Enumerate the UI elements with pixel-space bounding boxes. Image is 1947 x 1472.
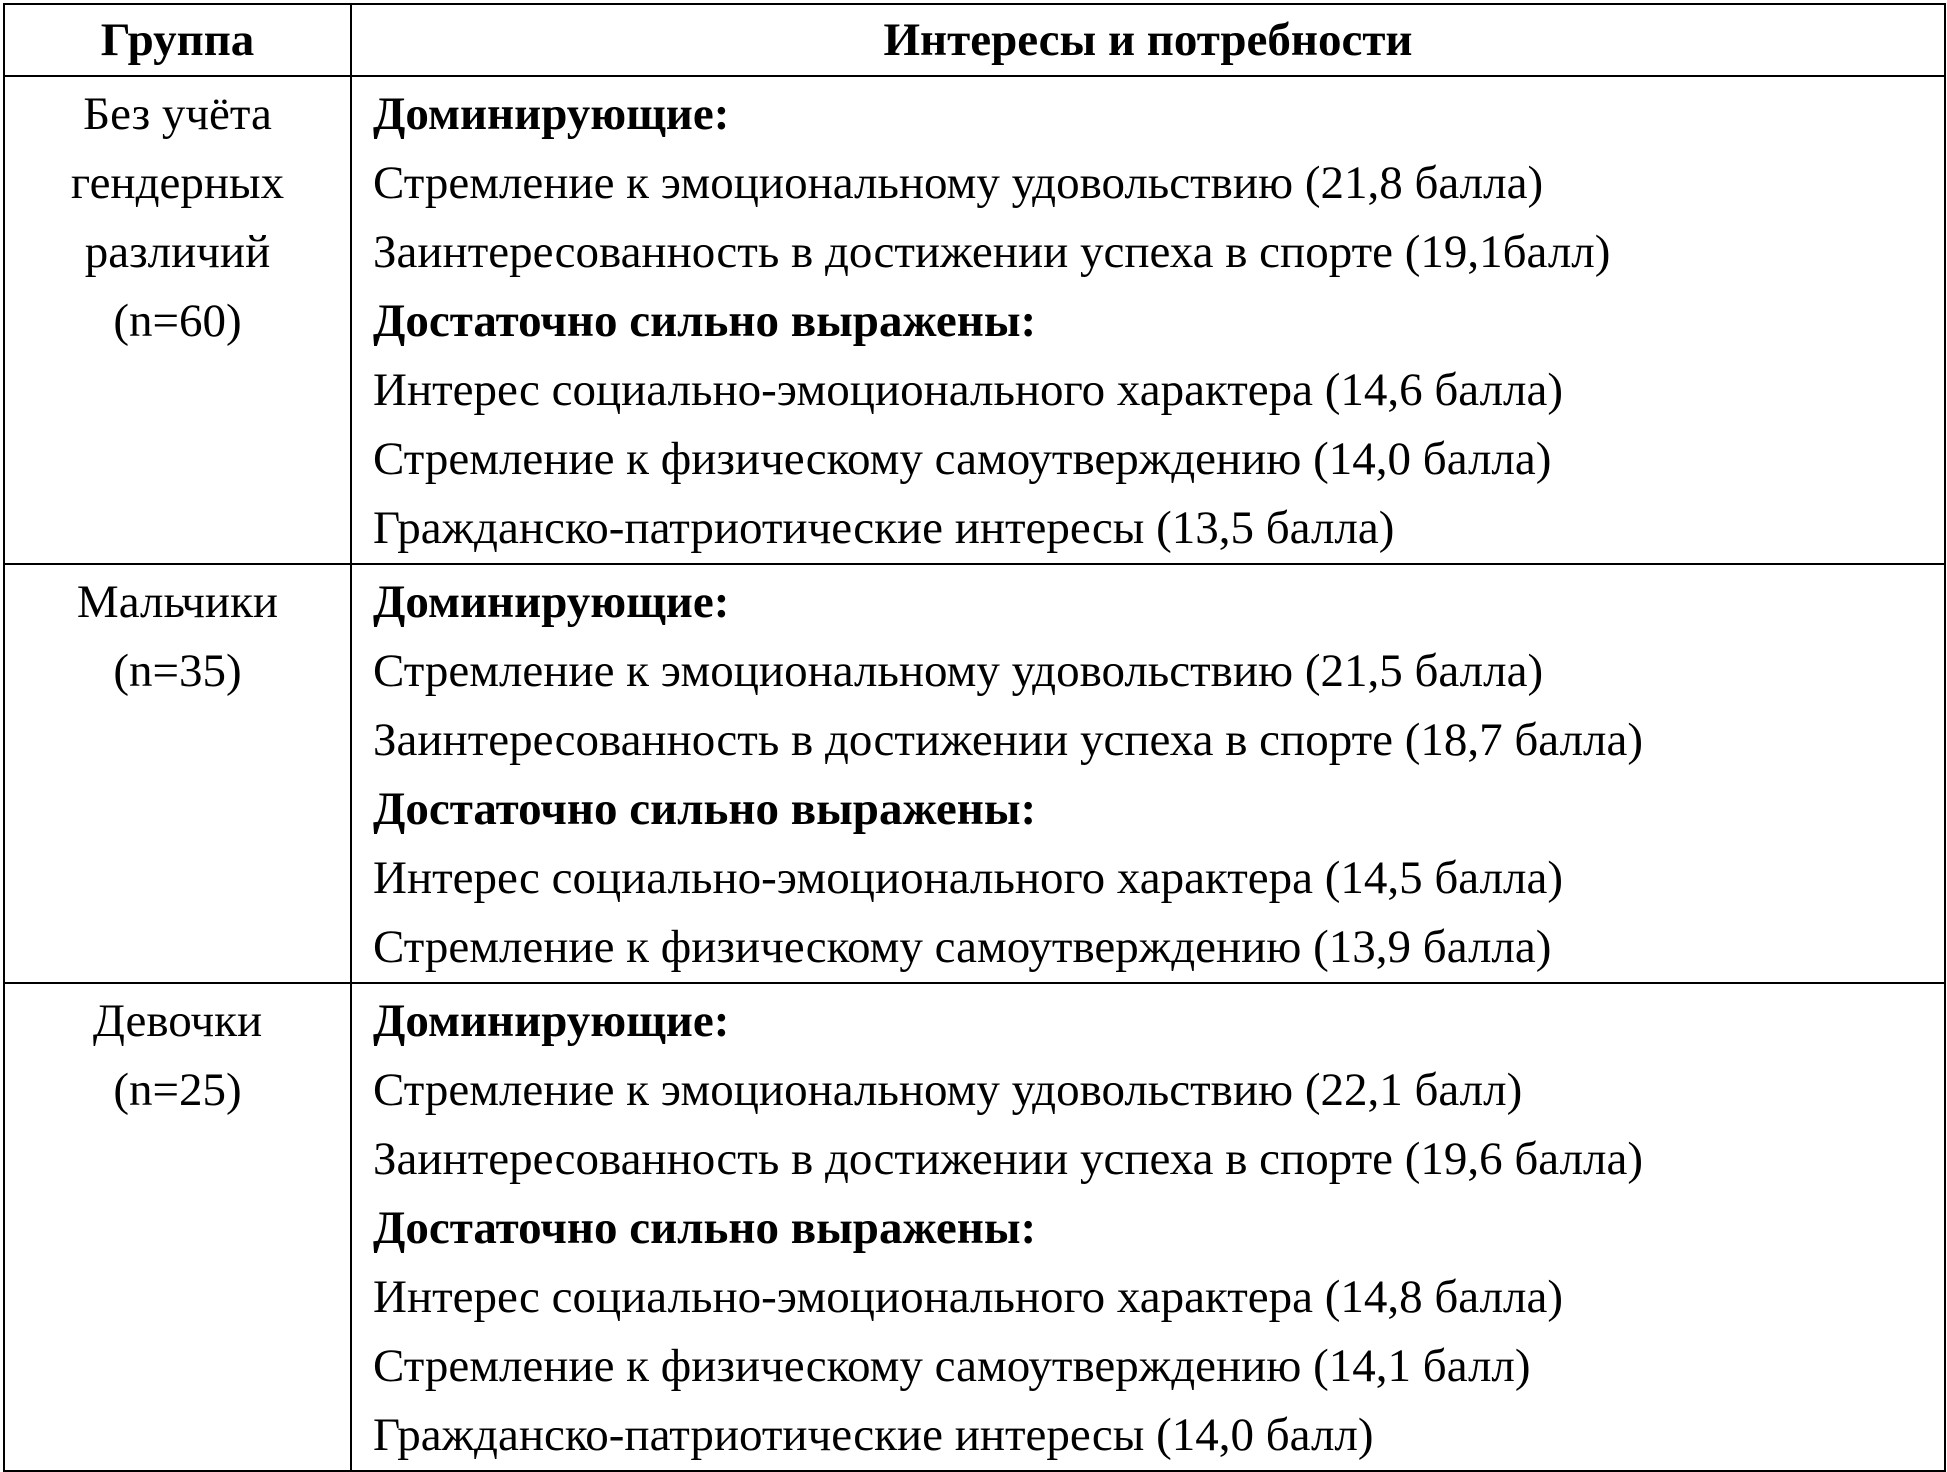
interest-item: Гражданско-патриотические интересы (14,0 балл)	[373, 1409, 1374, 1461]
interest-item: Стремление к эмоциональному удовольствию (21,8 балла)	[373, 157, 1544, 209]
table-row	[4, 564, 1945, 983]
group-cell	[4, 564, 351, 983]
interest-item: Заинтересованность в достижении успеха в спорте (18,7 балла)	[373, 714, 1643, 766]
dominant-heading: Доминирующие:	[373, 576, 730, 628]
interest-item: Гражданско-патриотические интересы (13,5 балла)	[373, 502, 1395, 554]
strong-heading: Достаточно сильно выражены:	[373, 783, 1037, 835]
interests-cell	[351, 983, 1945, 1471]
strong-heading: Достаточно сильно выражены:	[373, 295, 1037, 347]
interest-item: Стремление к физическому самоутверждению (13,9 балла)	[373, 921, 1552, 973]
group-size: (n=60)	[113, 295, 242, 347]
group-label: гендерных	[70, 157, 285, 209]
header-interests: Интересы и потребности	[351, 4, 1945, 76]
dominant-heading: Доминирующие:	[373, 995, 730, 1047]
group-size: (n=25)	[113, 1064, 242, 1116]
interest-item: Стремление к физическому самоутверждению (14,1 балл)	[373, 1340, 1531, 1392]
interest-item: Интерес социально-эмоционального характера (14,6 балла)	[373, 364, 1563, 416]
group-label: различий	[84, 226, 271, 278]
group-label: Девочки	[92, 995, 263, 1047]
group-label: Без учёта	[83, 88, 272, 140]
interest-item: Стремление к эмоциональному удовольствию (22,1 балл)	[373, 1064, 1523, 1116]
header-row	[4, 4, 1945, 76]
strong-heading: Достаточно сильно выражены:	[373, 1202, 1037, 1254]
table-row	[4, 983, 1945, 1471]
interest-item: Заинтересованность в достижении успеха в спорте (19,6 балла)	[373, 1133, 1643, 1185]
interest-item: Интерес социально-эмоционального характера (14,5 балла)	[373, 852, 1563, 904]
interest-item: Интерес социально-эмоционального характера (14,8 балла)	[373, 1271, 1563, 1323]
group-cell	[4, 983, 351, 1471]
interest-item: Стремление к физическому самоутверждению (14,0 балла)	[373, 433, 1552, 485]
dominant-heading: Доминирующие:	[373, 88, 730, 140]
group-size: (n=35)	[113, 645, 242, 697]
group-cell	[4, 76, 351, 564]
interests-cell	[351, 564, 1945, 983]
interest-item: Заинтересованность в достижении успеха в спорте (19,1балл)	[373, 226, 1611, 278]
interests-cell	[351, 76, 1945, 564]
table-row	[4, 76, 1945, 564]
interests-table	[3, 3, 1946, 1472]
header-group: Группа	[4, 4, 351, 76]
group-label: Мальчики	[76, 576, 279, 628]
interest-item: Стремление к эмоциональному удовольствию (21,5 балла)	[373, 645, 1544, 697]
